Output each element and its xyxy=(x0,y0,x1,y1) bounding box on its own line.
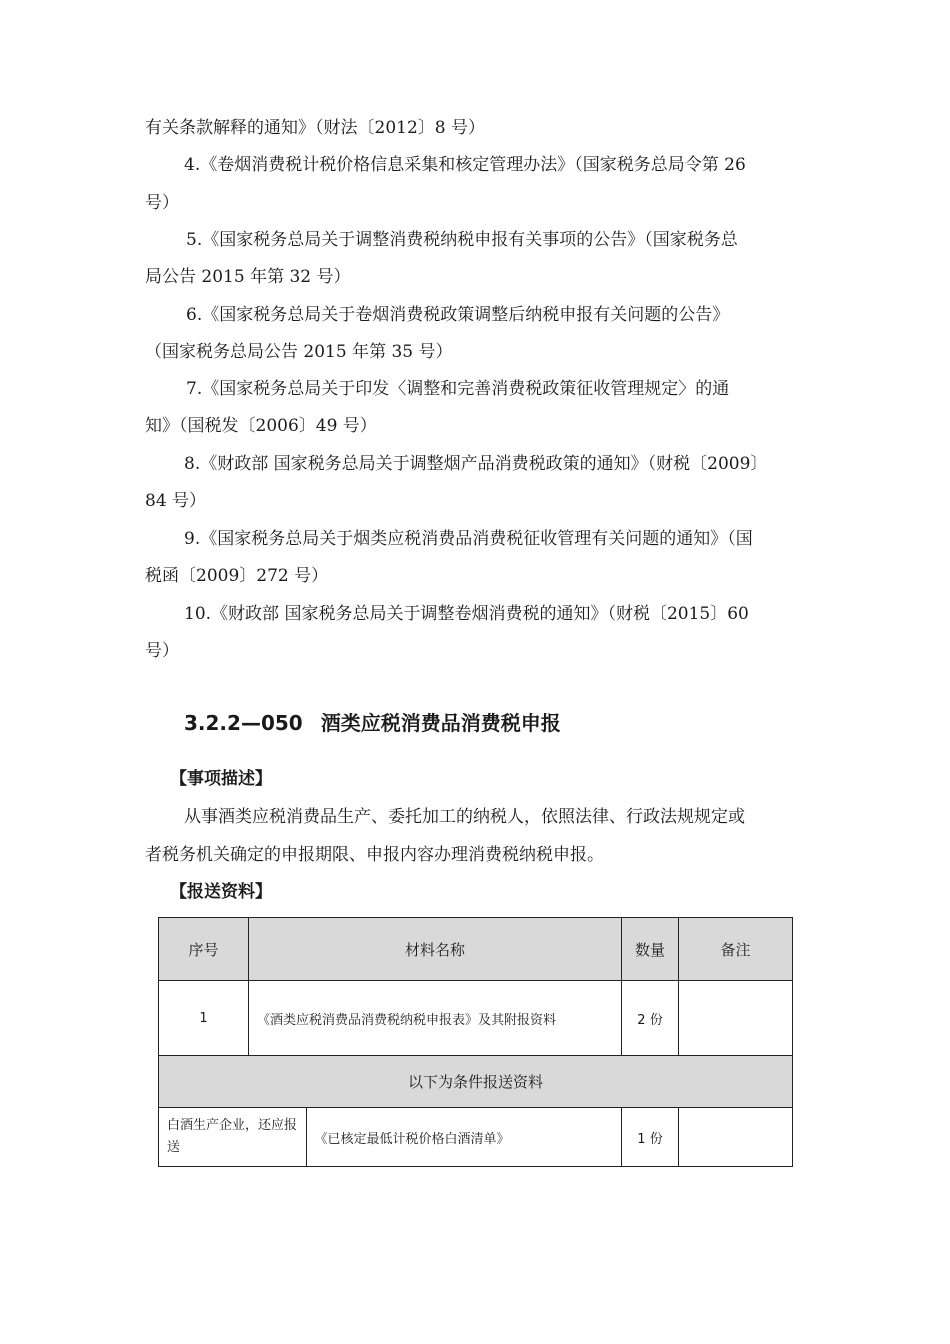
ref-4-line-1: 4.《卷烟消费税计税价格信息采集和核定管理办法》（国家税务总局令第 26 xyxy=(184,155,746,175)
section-heading xyxy=(184,710,561,736)
ref-10-line-1: 10.《财政部 国家税务总局关于调整卷烟消费税的通知》（财税〔2015〕60 xyxy=(184,604,749,624)
ref-5-line-1: 5.《国家税务总局关于调整消费税纳税申报有关事项的公告》（国家税务总 xyxy=(186,230,738,250)
row-note xyxy=(679,1108,793,1167)
header-qty: 数量 xyxy=(622,918,679,981)
section-title: 酒类应税消费品消费税申报 xyxy=(320,711,561,735)
table-row xyxy=(159,1108,793,1167)
table-row xyxy=(159,981,793,1056)
item-desc-label: 【事项描述】 xyxy=(170,769,272,789)
row-name: 《已核定最低计税价格白酒清单》 xyxy=(306,1108,621,1166)
ref-7-line-1: 7.《国家税务总局关于印发〈调整和完善消费税政策征收管理规定〉的通 xyxy=(186,379,730,399)
table-header-row xyxy=(159,918,793,981)
ref-8-line-2: 84 号） xyxy=(145,491,207,511)
item-desc-line-2: 者税务机关确定的申报期限、申报内容办理消费税纳税申报。 xyxy=(145,845,604,865)
ref-3-continuation: 有关条款解释的通知》（财法〔2012〕8 号） xyxy=(145,118,485,138)
materials-label: 【报送资料】 xyxy=(170,882,272,902)
conditional-heading: 以下为条件报送资料 xyxy=(159,1056,793,1108)
conditional-heading-row xyxy=(159,1056,793,1108)
header-note: 备注 xyxy=(679,918,793,981)
ref-8-line-1: 8.《财政部 国家税务总局关于调整烟产品消费税政策的通知》（财税〔2009〕 xyxy=(184,454,768,474)
ref-4-line-2: 号） xyxy=(145,193,179,213)
row-qty: 2 份 xyxy=(622,981,679,1056)
materials-table xyxy=(158,917,793,1167)
section-number: 3.2.2—050 xyxy=(184,711,303,735)
row-note xyxy=(679,981,793,1056)
ref-6-line-1: 6.《国家税务总局关于卷烟消费税政策调整后纳税申报有关问题的公告》 xyxy=(186,305,730,325)
row-no: 1 xyxy=(159,981,249,1056)
row-name: 《酒类应税消费品消费税纳税申报表》及其附报资料 xyxy=(249,981,622,1056)
ref-5-line-2: 局公告 2015 年第 32 号） xyxy=(145,267,351,287)
ref-9-line-1: 9.《国家税务总局关于烟类应税消费品消费税征收管理有关问题的通知》（国 xyxy=(184,529,753,549)
row-qty: 1 份 xyxy=(622,1108,679,1167)
ref-9-line-2: 税函〔2009〕272 号） xyxy=(145,566,329,586)
row-condition: 白酒生产企业，还应报送 xyxy=(167,1118,298,1155)
ref-7-line-2: 知》（国税发〔2006〕49 号） xyxy=(145,416,377,436)
ref-6-line-2: （国家税务总局公告 2015 年第 35 号） xyxy=(145,342,453,362)
header-no: 序号 xyxy=(159,918,249,981)
header-name: 材料名称 xyxy=(249,918,622,981)
item-desc-line-1: 从事酒类应税消费品生产、委托加工的纳税人，依照法律、行政法规规定或 xyxy=(184,807,745,827)
ref-10-line-2: 号） xyxy=(145,641,179,661)
conditional-cell-group xyxy=(159,1108,622,1167)
